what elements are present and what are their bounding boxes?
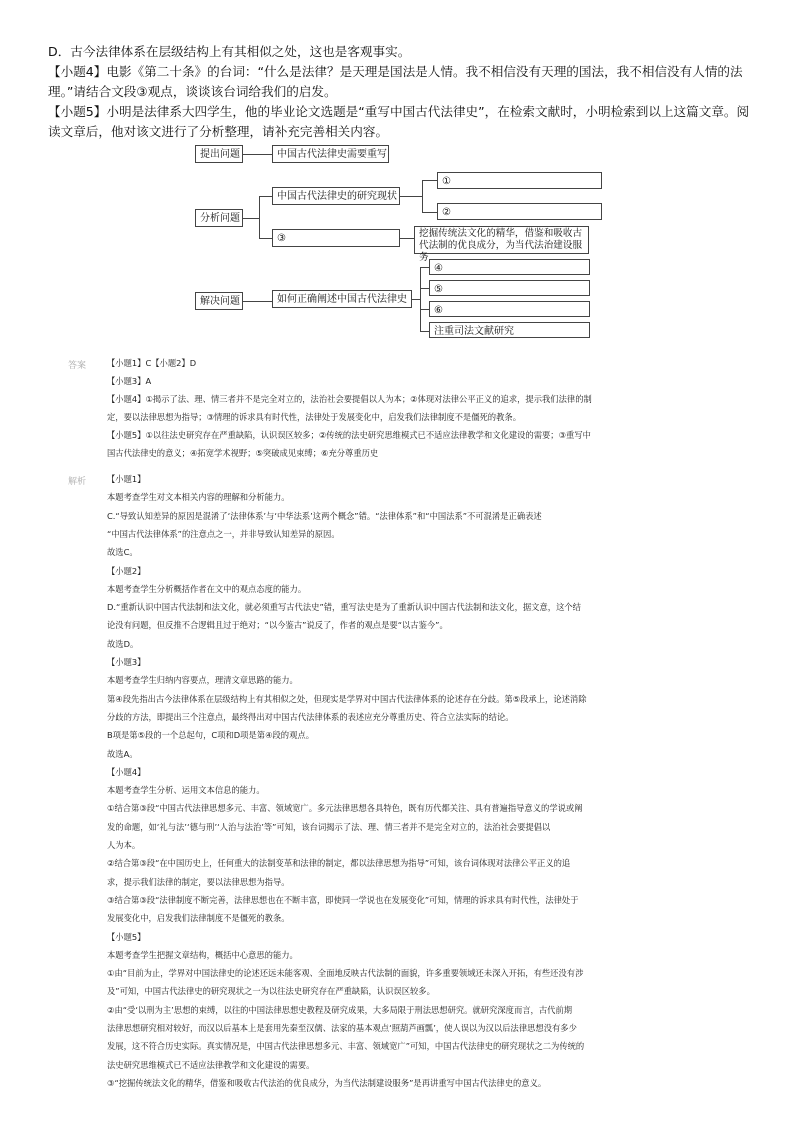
analysis-line: C.“导致认知差异的原因是混淆了‘法律体系’与‘中华法系’这两个概念”错。“法律体系”和“中国法系”不可混淆是正确表述 [107,510,542,521]
how-to-describe-box: 如何正确阐述中国古代法律史 [272,290,412,308]
analysis-line: 故选C。 [107,547,138,558]
research-status-box: 中国古代法律史的研究现状 [272,187,400,205]
analysis-line: 本题考查学生分析、运用文本信息的能力。 [107,785,265,796]
analysis-line: 发的命题，如‘礼与法’‘德与刑’‘人治与法治’等”可知，该台词揭示了法、理、情三者并不是完全对立的，法治社会要提倡以 [107,821,551,832]
connector [422,180,437,181]
question-4-line-2: 理。”请结合文段③观点，谈谈该台词给我们的启发。 [48,84,337,99]
question-4-line-1: 【小题4】电影《第二十条》的台词：“什么是法律？是天理是国法是人情。我不相信没有天理的国法，我不相信没有人情的法 [48,64,743,79]
connector [259,238,272,239]
analysis-line: 本题考查学生把握文章结构，概括中心意思的能力。 [107,949,298,960]
analysis-line: 本题考查学生对文本相关内容的理解和分析能力。 [107,492,290,503]
question-line-d: D．古今法律体系在层级结构上有其相似之处，这也是客观事实。 [48,44,411,59]
connector [259,196,272,197]
analysis-line: 法律思想研究相对较好，而汉以后基本上是套用先秦至汉儒、法家的基本观点‘照葫芦画瓢’，使人误以为汉以后法律思想没有多少 [107,1023,577,1033]
significance-box: 挖掘传统法文化的精华，借鉴和吸收古代法制的优良成分，为当代法治建设服务 [414,226,589,254]
answer-line: 【小题5】①以往法史研究存在严重缺陷，认识误区较多；②传统的法史研究思维模式已不适应法律教学和文化建设的需要；③重写中 [107,430,591,440]
analysis-line: ②由“受‘以刑为主’思想的束缚，以往的中国法律思想史教程及研究成果，大多局限于刑法思想研究。就研究深度而言，古代前期 [107,1004,573,1015]
analysis-line: ①由“目前为止，学界对中国法律史的论述还远未能客观、全面地反映古代法制的面貌，许多重要领域还未深入开拓，有些还没有涉 [107,968,584,979]
analysis-line: D.“重新认识中国古代法制和法文化，就必须重写古代法史”错，重写法史是为了重新认识中国古代法制和法文化，据文意，这个结 [107,602,581,613]
raise-question-box: 提出问题 [195,145,243,163]
answer-line: 定，要以法律思想为指导；③情理的诉求具有时代性，法律处于发展变化中，启发我们法律制度不是僵死的教条。 [107,412,521,422]
analysis-line: 及”可知，中国古代法律史的研究现状之一为以往法史研究存在严重缺陷，认识误区较多。 [107,986,435,997]
connector [400,196,422,197]
analyze-question-box: 分析问题 [195,209,243,227]
connector [412,299,420,300]
analysis-line: ①结合第③段“中国古代法律思想多元、丰富、领域宽广。多元法律思想各具特色，既有历代都关注、具有普遍指导意义的学说或阐 [107,803,583,814]
analysis-line: B项是第⑤段的一个总起句，C项和D项是第④段的观点。 [107,730,314,741]
analysis-line: 故选D。 [107,638,139,649]
analysis-line: 第④段先指出古今法律体系在层级结构上有其相似之处，但现实是学界对中国古代法律体系的论述存在分歧。第⑤段承上，论述消除 [107,693,587,704]
connector [420,309,429,310]
answer-line: 【小题3】A [107,376,152,386]
analysis-line: ②结合第③段“在中国历史上，任何重大的法制变革和法律的制定，都以法律思想为指导”可知，该台词体现对法律公平正义的追 [107,858,571,869]
analysis-line: 法史研究思维模式已不适应法律教学和文化建设的需要。 [107,1059,315,1070]
analysis-line: 本题考查学生归纳内容要点，理清文章思路的能力。 [107,675,298,686]
solve-question-box: 解决问题 [195,292,243,310]
analysis-line: 【小题5】 [107,931,146,942]
analysis-line: 【小题4】 [107,766,146,777]
analysis-line: 发展变化中，启发我们法律制度不是僵死的教条。 [107,913,290,924]
blank-4-box: ④ [429,259,590,275]
connector [420,267,421,331]
analysis-line: 发展，这不符合历史实际。真实情况是，中国古代法律思想多元、丰富、领域宽广”可知，中国古代法律史的研究现状之二为传统的 [107,1041,585,1052]
analysis-line: ③结合第③段“法律制度不断完善，法律思想也在不断丰富，即使同一学说也在发展变化”可知，情理的诉求具有时代性，法律处于 [107,894,579,905]
analysis-line: 【小题2】 [107,565,146,576]
answer-label: 答案 [68,361,87,371]
connector [420,267,429,268]
analysis-line: 【小题3】 [107,657,146,667]
analysis-line: 人为本。 [107,840,141,850]
analysis-label: 解析 [68,477,87,487]
blank-2-box: ② [437,203,602,220]
analysis-line: 故选A。 [107,748,138,759]
analysis-line: 求，提示我们法律的制定，要以法律思想为指导。 [107,876,290,887]
question-5-line-2: 读文章后，他对该文进行了分析整理，请补充完善相关内容。 [48,124,389,139]
connector [243,301,272,302]
connector [259,196,260,238]
blank-1-box: ① [437,172,602,189]
question-5-line-1: 【小题5】小明是法律系大四学生，他的毕业论文选题是“重写中国古代法律史”，在检索文献时，小明检索到以上这篇文章。阅 [48,104,750,119]
analysis-line: “中国古代法律体系”的注意点之一，并非导致认知差异的原因。 [107,528,340,539]
connector [243,154,272,155]
answer-line: 国古代法律史的意义；④拓宽学术视野；⑤突破成见束缚；⑥充分尊重历史 [107,448,379,458]
connector [422,212,437,213]
answer-line: 【小题4】①揭示了法、理、情三者并不是完全对立的，法治社会要提倡以人为本；②体现对法律公平正义的追求，提示我们法律的制 [107,394,592,404]
blank-3-box: ③ [272,229,400,247]
raise-content-box: 中国古代法律史需要重写 [272,145,389,163]
analysis-line: 论没有问题，但反推不合逻辑且过于绝对；“以今鉴古”说反了，作者的观点是要“以古鉴今”。 [107,620,448,631]
analysis-line: 本题考查学生分析概括作者在文中的观点态度的能力。 [107,583,307,594]
analysis-line: 【小题1】 [107,474,146,484]
connector [420,288,429,289]
connector [243,218,259,219]
document-research-box: 注重司法文献研究 [429,322,590,338]
analysis-line: 分歧的方法，即提出三个注意点，最终得出对中国古代法律体系的表述应充分尊重历史、符合立法实际的结论。 [107,711,514,722]
connector [420,331,429,332]
blank-5-box: ⑤ [429,280,590,296]
connector [400,238,414,239]
answer-line: 【小题1】C【小题2】D [107,358,197,368]
analysis-line: ③“挖掘传统法文化的精华，借鉴和吸收古代法治的优良成分，为当代法制建设服务”是再讲重写中国古代法律史的意义。 [107,1077,547,1088]
connector [422,180,423,212]
blank-6-box: ⑥ [429,301,590,317]
